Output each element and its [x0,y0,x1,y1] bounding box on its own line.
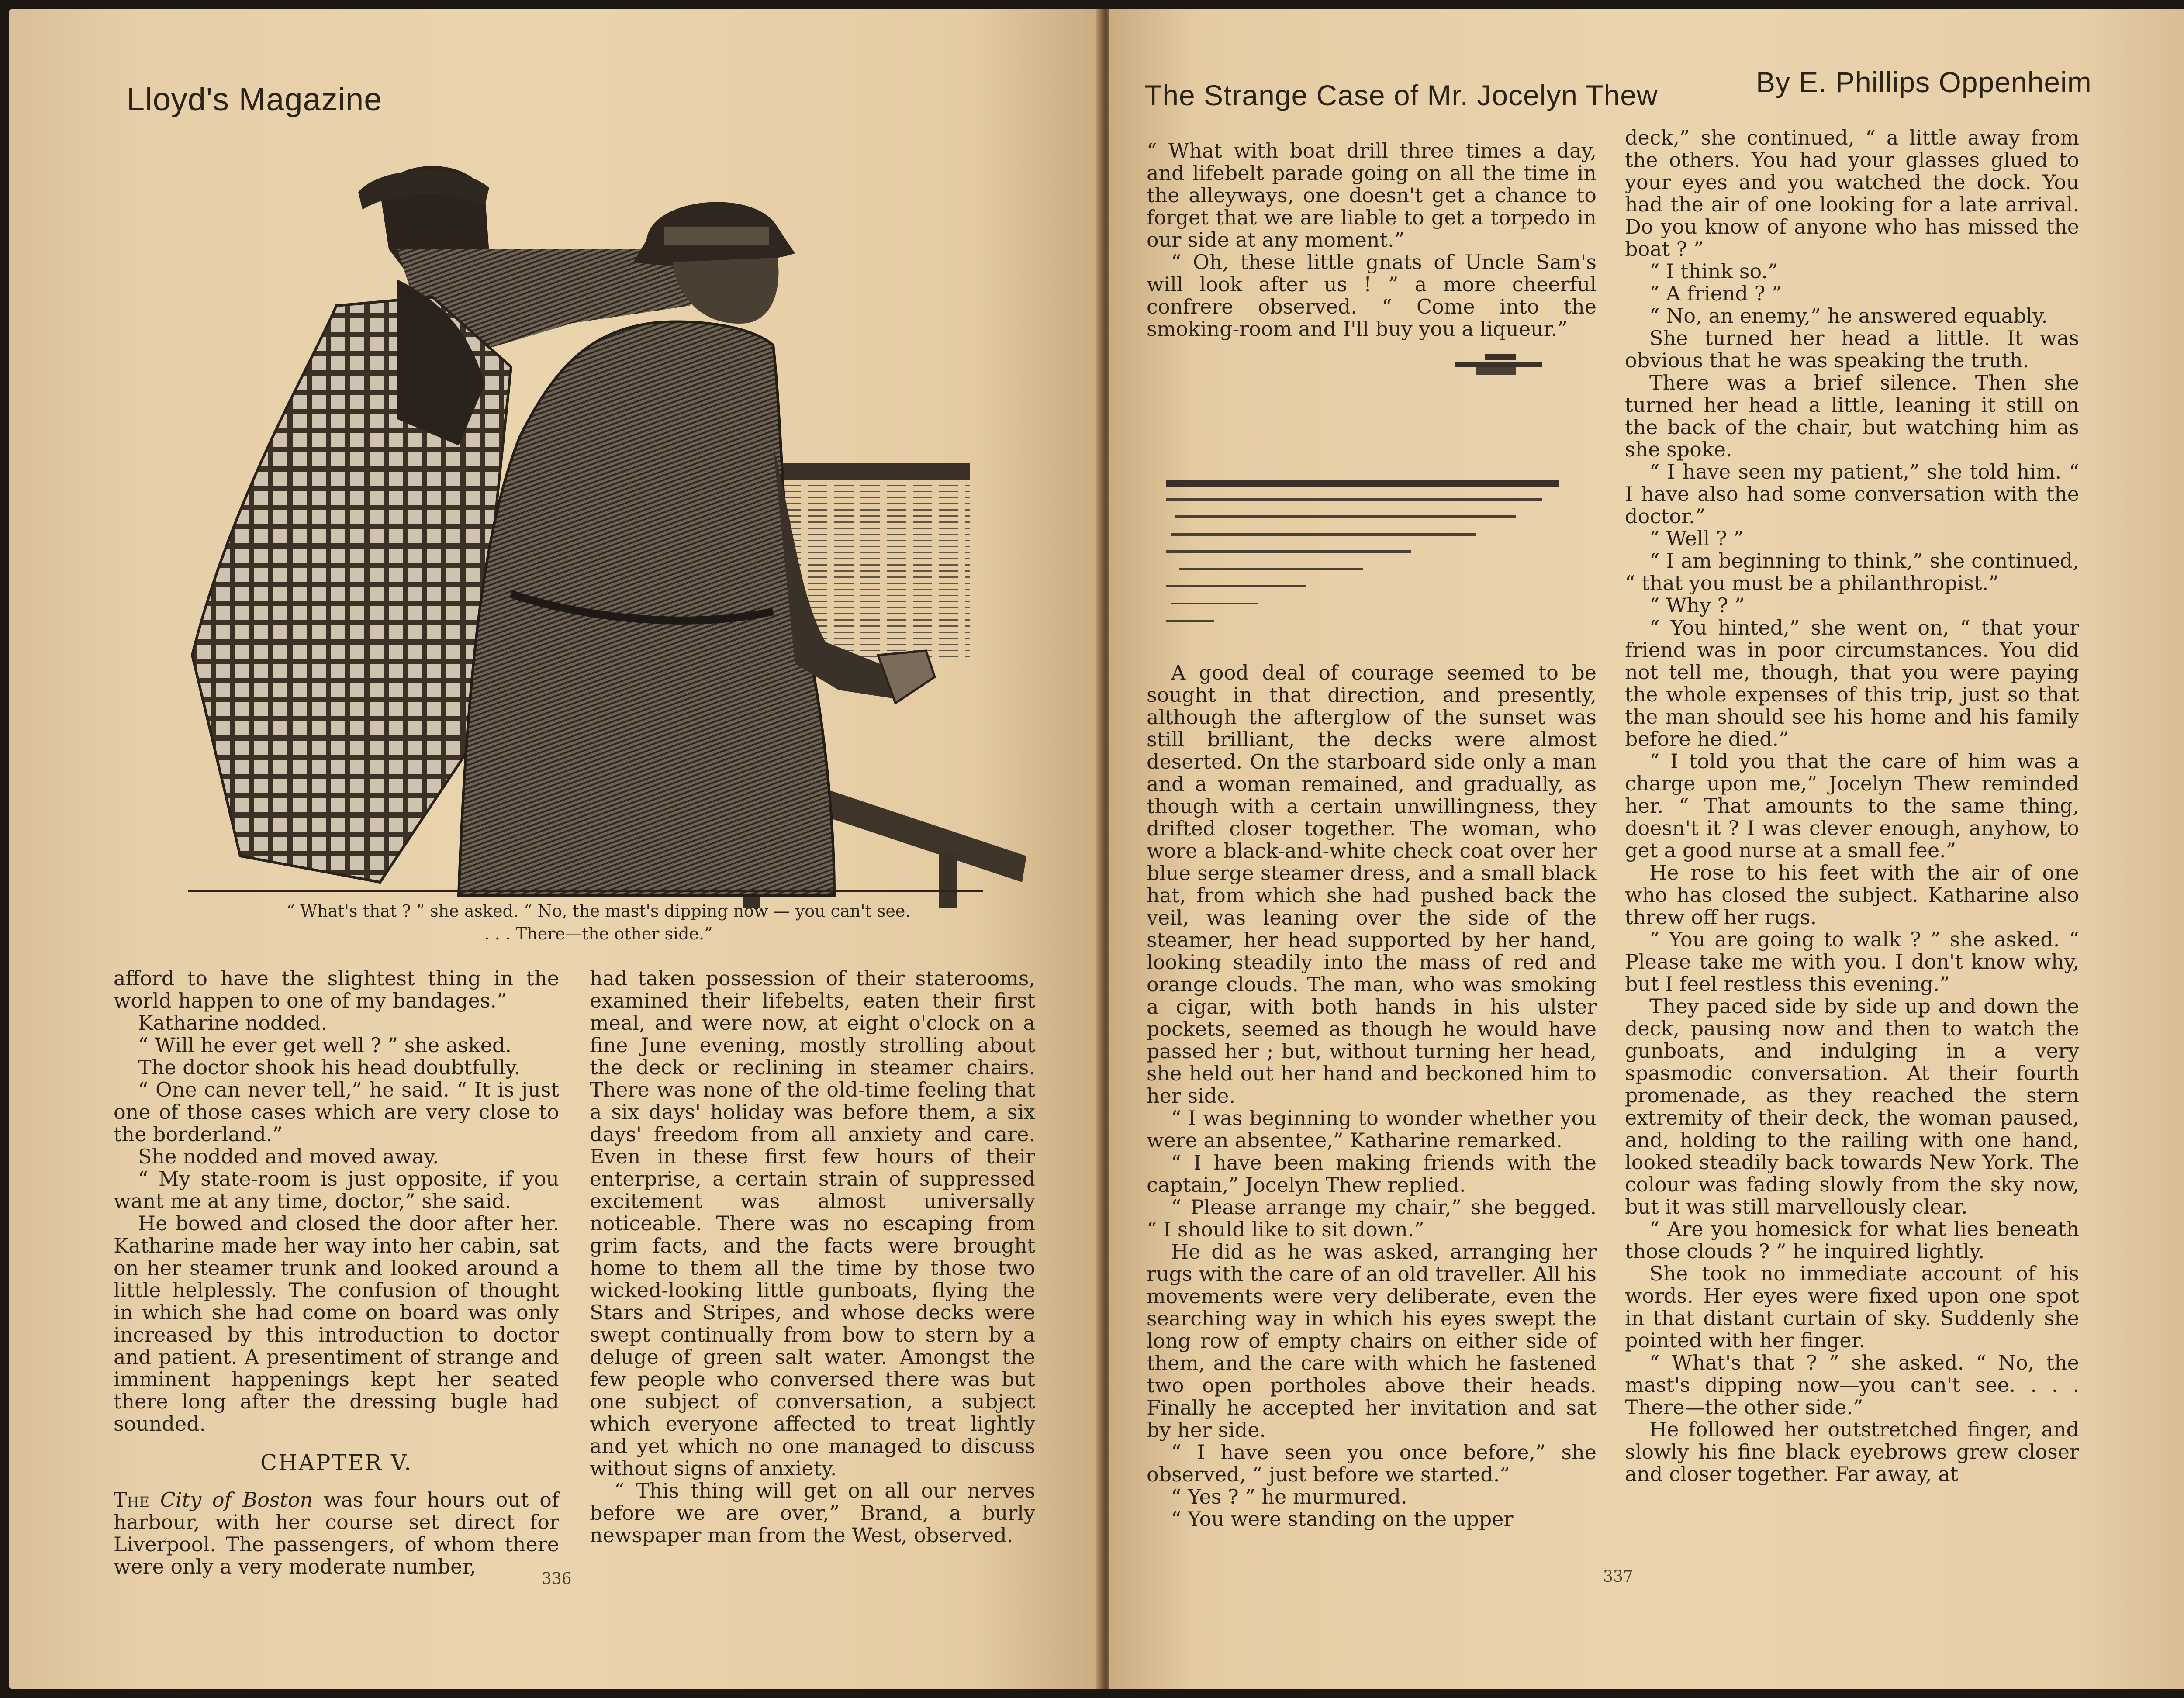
paragraph: “ You were standing on the upper [1171,1507,1514,1531]
paragraph: “ I told you that the care of him was a charge upon me,” Jocelyn Thew reminded her. “ That amounts to the same thing, doesn't it ? I was clever enough, anyhow, to get a good nurse at a small fee.” [1625,749,2079,862]
paragraph: “ Are you homesick for what lies beneath those clouds ? ” he inquired lightly. [1625,1217,2079,1263]
paragraph: He bowed and closed the door after her. Katharine made her way into her cabin, sat on her steamer trunk and looked around a little helplessly. The confusion of thought in which she had come on board was only increased by this introduction to doctor and patient. A presentiment of strange and imminent happenings kept her seated there long after the dressing bugle had sounded. [114,1211,559,1436]
airplane-icon [1455,354,1542,375]
paragraph: They paced side by side up and down the deck, pausing now and then to watch the gunboats, and indulging in a very spasmodic conversation. At their fourth promenade, as they reached the stern extremity of their deck, the woman paused, and, holding to the railing with one hand, looked steadily back towards New York. The colour was fading slowly from the sky now, but it was still marvellously clear. [1625,994,2079,1218]
right-page-column-2 [1625,127,2079,1485]
magazine-spread [9,9,2184,1689]
chapter-opening-word: The [114,1488,149,1512]
paragraph: The doctor shook his head doubtfully. [138,1056,521,1079]
caption-line-2: . . . There—the other side.” [484,924,713,943]
page-number: 336 [542,1570,572,1588]
caption-line-1: “ What's that ? ” she asked. “ No, the mast's dipping now — you can't see. [286,901,911,921]
paragraph: He followed her outstretched finger, and slowly his fine black eyebrows grew closer and closer together. Far away, at [1625,1418,2079,1486]
paragraph: afford to have the slightest thing in the world happen to one of my bandages.” [114,966,559,1012]
paragraph: He did as he was asked, arranging her rugs with the care of an old traveller. All his movements were very deliberate, even the searching way in which his eyes swept the long row of empty chairs on either side of them, and the care with which he fastened two open portholes above their heads. Finally he accepted her invitation and sat by her side. [1147,1240,1597,1442]
paragraph: “ I have been making friends with the captain,” Jocelyn Thew replied. [1147,1151,1597,1197]
paragraph: “ I have seen my patient,” she told him. “ I have also had some conversation with the doctor.” [1625,460,2079,528]
paragraph: “ Will he ever get well ? ” she asked. [138,1033,511,1057]
left-page-column-2 [590,967,1035,1546]
paragraph: “ A friend ? ” [1649,282,1782,305]
running-head-title: The Strange Case of Mr. Jocelyn Thew [1144,79,1658,111]
right-page-column-1-top [1147,140,1597,340]
paragraph: “ You are going to walk ? ” she asked. “ Please take me with you. I don't know why, but I feel restless this evening.” [1625,928,2079,996]
paragraph: “ I am beginning to think,” she continued, “ that you must be a philanthropist.” [1625,549,2079,595]
paragraph: “ Please arrange my chair,” she begged. “ I should like to sit down.” [1147,1195,1597,1241]
paragraph: “ What's that ? ” she asked. “ No, the mast's dipping now—you can't see. . . . There—the other side.” [1625,1351,2079,1419]
running-head-magazine: Lloyd's Magazine [127,81,383,117]
paragraph: “ Well ? ” [1649,527,1744,550]
paragraph: She nodded and moved away. [138,1145,439,1168]
paragraph: A good deal of courage seemed to be sought in that direction, and presently, although the afterglow of the sunset was still brilliant, the decks were almost deserted. On the starboard side only a man and a woman remained, and gradually, as though with a certain unwillingness, they drifted closer together. The woman, who wore a black-and-white check coat over her blue serge steamer dress, and a small black hat, from which she had pushed back the veil, was leaning over the side of the steamer, her head supported by her hand, looking steadily into the mass of red and orange clouds. The man, who was smoking a cigar, with both hands in his ulster pockets, seemed as though he would have passed her ; but, without turning her head, she held out her hand and beckoned him to her side. [1147,661,1597,1108]
paragraph: “ I think so.” [1649,259,1778,283]
paragraph: “ You hinted,” she went on, “ that your friend was in poor circumstances. You did not tell me, though, that you were paying the whole expenses of this trip, just so that the man should see his home and his family before he died.” [1625,616,2079,751]
illustration-horizon-with-airplane [1153,349,1612,655]
paragraph: “ I have seen you once before,” she observed, “ just before we started.” [1147,1440,1597,1486]
paragraph: There was a brief silence. Then she turned her head a little, leaning it still on the back of the chair, but watching him as she spoke. [1625,371,2079,461]
ship-name: City of Boston [160,1488,313,1512]
left-page [9,9,1101,1689]
paragraph: deck,” she continued, “ a little away from the others. You had your glasses glued to your eyes and you watched the dock. You had the air of one looking for a late arrival. Do you know of anyone who has missed the boat ? ” [1625,126,2079,261]
paragraph: “ Oh, these little gnats of Uncle Sam's will look after us ! ” a more cheerful confrere observed. “ Come into the smoking-room and I'll buy you a liqueur.” [1147,250,1597,341]
paragraph: “ Why ? ” [1649,594,1745,617]
chapter-opening-paragraph [114,1489,559,1578]
paragraph: “ What with boat drill three times a day, and lifebelt parade going on all the time in the alleyways, one doesn't get a chance to forget that we are liable to get a torpedo in our side at any moment.” [1147,139,1597,252]
paragraph: “ This thing will get on all our nerves before we are over,” Brand, a burly newspaper man from the West, observed. [590,1479,1035,1547]
chapter-opening-text: was four hours out of harbour, with her course set direct for Liverpool. The passengers, of whom there were only a very moderate number, [114,1488,560,1578]
illustration-couple-at-rail [153,140,1070,908]
paragraph: She turned her head a little. It was obvious that he was speaking the truth. [1625,326,2079,372]
paragraph: “ One can never tell,” he said. “ It is just one of those cases which are very close to the borderland.” [114,1078,559,1146]
paragraph: “ Yes ? ” he murmured. [1171,1485,1407,1508]
left-page-column-1 [114,967,559,1578]
running-head-author: By E. Phillips Oppenheim [1756,66,2092,98]
page-number: 337 [1603,1568,1633,1586]
paragraph: “ My state-room is just opposite, if you want me at any time, doctor,” she said. [114,1167,559,1213]
paragraph: Katharine nodded. [138,1011,328,1035]
right-page-column-1-bottom [1147,662,1597,1530]
right-page [1109,9,2184,1689]
paragraph: She took no immediate account of his words. Her eyes were fixed upon one spot in that distant curtain of sky. Suddenly she pointed with her finger. [1625,1262,2079,1352]
chapter-heading: CHAPTER V. [260,1450,413,1475]
paragraph: He rose to his feet with the air of one who has closed the subject. Katharine also threw off her rugs. [1625,861,2079,929]
paragraph: “ I was beginning to wonder whether you were an absentee,” Katharine remarked. [1147,1106,1597,1152]
paragraph: “ No, an enemy,” he answered equably. [1649,304,2048,328]
illustration-caption [227,900,970,945]
paragraph: had taken possession of their staterooms, examined their lifebelts, eaten their first meal, and were now, at eight o'clock on a fine June evening, mostly strolling about the deck or reclining in steamer chairs. There was none of the old-time feeling that a six days' holiday was before them, a six days' freedom from all anxiety and care. Even in these first few hours of their enterprise, a certain strain of suppressed excitement was almost universally noticeable. There was no escaping from grim facts, and the facts were brought home to them all the time by those two wicked-looking little gunboats, flying the Stars and Stripes, and whose decks were swept continually from bow to stern by a deluge of green salt water. Amongst the few people who conversed there was but one subject of conversation, a subject which everyone affected to treat lightly and yet which no one managed to discuss without signs of anxiety. [590,966,1035,1480]
